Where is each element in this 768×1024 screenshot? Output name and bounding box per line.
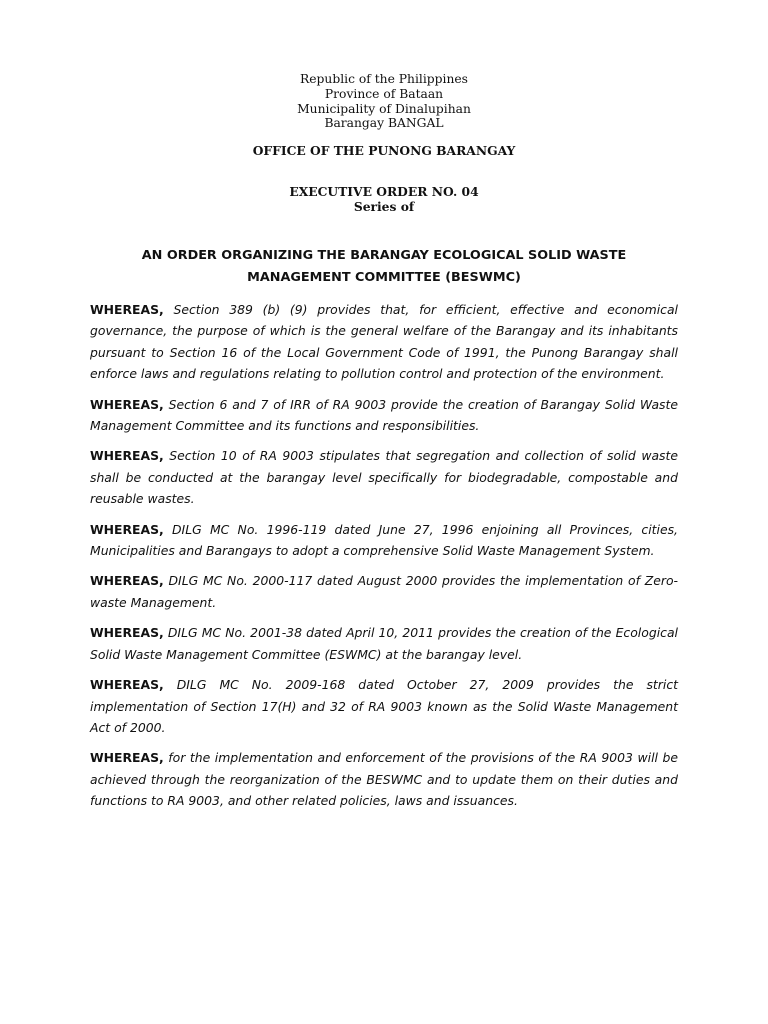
header-republic: Republic of the Philippines [300, 72, 468, 86]
whereas-clause [90, 299, 678, 385]
order-number: EXECUTIVE ORDER NO. 04 [289, 184, 479, 199]
letterhead [0, 72, 768, 131]
whereas-clauses [90, 299, 678, 821]
whereas-text: DILG MC No. 2001-38 dated April 10, 2011 provides the creation of the Ecological Solid Waste Management Committee (ESWMC) at the barangay level. [90, 625, 678, 662]
whereas-clause [90, 674, 678, 738]
whereas-clause [90, 394, 678, 437]
whereas-text: Section 6 and 7 of IRR of RA 9003 provide the creation of Barangay Solid Waste Management Committee and its functions and responsibilities. [90, 396, 678, 434]
whereas-clause [90, 622, 678, 665]
whereas-text: DILG MC No. 2000-117 dated August 2000 provides the implementation of Zero-waste Management. [90, 573, 678, 610]
whereas-lead: WHEREAS, [90, 573, 164, 589]
whereas-text: Section 10 of RA 9003 stipulates that segregation and collection of solid waste shall be conducted at the barangay level specifically for biodegradable, compostable and reusable wastes. [90, 448, 678, 507]
header-barangay: Barangay BANGAL [324, 116, 444, 131]
whereas-lead: WHEREAS, [90, 396, 164, 412]
whereas-clause [90, 445, 678, 509]
whereas-clause [90, 519, 678, 562]
whereas-lead: WHEREAS, [90, 677, 164, 693]
order-series: Series of [353, 198, 415, 214]
whereas-text: DILG MC No. 1996-119 dated June 27, 1996 enjoining all Provinces, cities, Municipalities and Barangays to adopt a comprehensive Solid Waste Management System. [90, 521, 678, 559]
header-municipality: Municipality of Dinalupihan [297, 101, 471, 116]
whereas-text: DILG MC No. 2009-168 dated October 27, 2009 provides the strict implementation of Section 17(H) and 32 of RA 9003 known as the Solid Waste Management Act of 2000. [90, 677, 678, 735]
whereas-text: Section 389 (b) (9) provides that, for efficient, effective and economical governance, the purpose of which is the general welfare of the Barangay and its inhabitants pursuant to Section 16 of the Local Government Code of 1991, the Punong Barangay shall enforce laws and regulations relating to pollution control and protection of the environment. [90, 302, 678, 382]
whereas-lead: WHEREAS, [90, 625, 164, 641]
office-heading: OFFICE OF THE PUNONG BARANGAY [252, 143, 516, 158]
whereas-lead: WHEREAS, [90, 521, 164, 537]
whereas-lead: WHEREAS, [90, 750, 164, 766]
order-title: AN ORDER ORGANIZING THE BARANGAY ECOLOGICAL SOLID WASTE MANAGEMENT COMMITTEE (BESWMC) [141, 248, 627, 285]
whereas-lead: WHEREAS, [90, 302, 164, 317]
whereas-clause [90, 747, 678, 811]
whereas-text: for the implementation and enforcement of the provisions of the RA 9003 will be achieved through the reorganization of the BESWMC and to update them on their duties and functions to RA 9003, and other related policies, laws and issuances. [90, 750, 678, 809]
whereas-clause [90, 570, 678, 613]
header-province: Province of Bataan [324, 86, 444, 101]
whereas-lead: WHEREAS, [90, 448, 164, 464]
